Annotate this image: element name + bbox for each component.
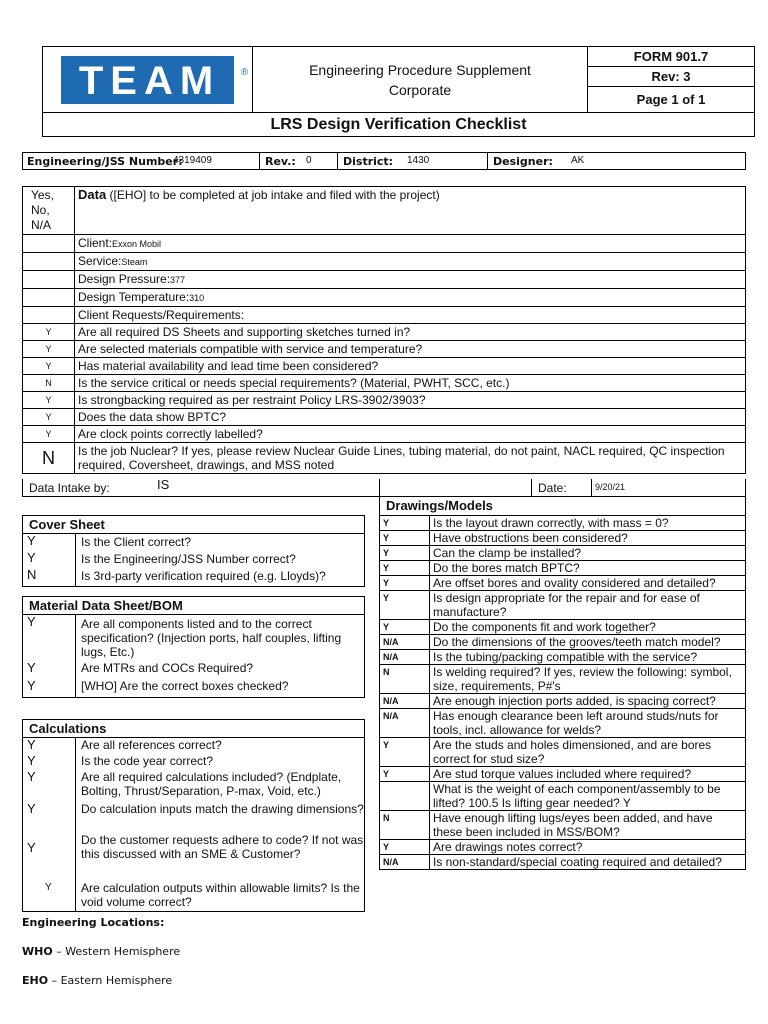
answer-cell: N	[380, 665, 430, 694]
checklist-item: Has enough clearance been left around studs/nuts for tools, incl. allowance for welds?	[430, 709, 746, 738]
answer-cell: Y	[23, 341, 75, 358]
material-sheet-section	[22, 596, 365, 698]
pressure-field: Design Pressure:377	[75, 271, 746, 289]
intake-date: 9/20/21	[595, 482, 626, 492]
answer-cell: Y	[380, 620, 430, 635]
checklist-item: Are enough injection ports added, is spacing correct?	[430, 694, 746, 709]
answer-cell: Y	[380, 591, 430, 620]
district-value: 1430	[407, 155, 430, 166]
answer-cell: Y	[380, 561, 430, 576]
drawings-title: Drawings/Models	[380, 497, 746, 516]
checklist-item: Can the clamp be installed?	[430, 546, 746, 561]
answer-cell	[23, 235, 75, 253]
answer-cell: Y	[23, 392, 75, 409]
data-intake-row: Data Intake by: IS	[22, 479, 380, 497]
answer-cell: Y	[23, 358, 75, 375]
checklist-item: Are selected materials compatible with service and temperature?	[75, 341, 746, 358]
answer-cell	[23, 253, 75, 271]
nuclear-answer: N	[23, 443, 75, 474]
answer-cell: Y	[23, 409, 75, 426]
checklist-item: Y Is the code year correct?	[27, 753, 214, 768]
checklist-item: Y Do the customer requests adhere to code? If not was this discussed with an SME & Customer?	[27, 833, 364, 861]
checklist-item: Do the bores match BPTC?	[430, 561, 746, 576]
checklist-item: Is non-standard/special coating required and detailed?	[430, 855, 746, 870]
checklist-item: Are stud torque values included where required?	[430, 767, 746, 782]
checklist-item: Has material availability and lead time been considered?	[75, 358, 746, 375]
page-title: LRS Design Verification Checklist	[43, 113, 755, 137]
form-number: FORM 901.7	[588, 47, 755, 67]
checklist-item: Is the layout drawn correctly, with mass = 0?	[430, 516, 746, 531]
checklist-item: Is welding required? If yes, review the following: symbol, size, requirements, P#'s	[430, 665, 746, 694]
checklist-item: Are offset bores and ovality considered and detailed?	[430, 576, 746, 591]
header-table	[42, 46, 755, 137]
nuclear-question: Is the job Nuclear? If yes, please review Nuclear Guide Lines, tubing material, do not paint, NACL required, QC inspection required, Coversheet, drawings, and MSS noted	[75, 443, 746, 474]
temperature-field: Design Temperature:310	[75, 289, 746, 307]
checklist-item: Y Is the Engineering/JSS Number correct?	[27, 550, 296, 566]
checklist-item: Y Do calculation inputs match the drawing dimensions?	[27, 801, 364, 816]
locations-title: Engineering Locations:	[22, 916, 165, 929]
answer-cell: Y	[23, 426, 75, 443]
checklist-item: Y [WHO] Are the correct boxes checked?	[27, 678, 289, 693]
checklist-item: Do the dimensions of the grooves/teeth match model?	[430, 635, 746, 650]
answer-cell	[380, 782, 430, 811]
date-row: Date: 9/20/21	[531, 479, 746, 497]
checklist-item: Y Are all components listed and to the correct specification? (Injection ports, half couples, lifting lugs, Etc.)	[27, 614, 342, 659]
designer-value: AK	[571, 155, 585, 166]
checklist-item: Y Are all required calculations included? (Endplate, Bolting, Thrust/Separation, P-max, Void, etc.)	[27, 769, 342, 798]
answer-cell	[23, 289, 75, 307]
material-sheet-title: Material Data Sheet/BOM	[23, 597, 364, 615]
answer-cell: N	[23, 375, 75, 392]
eng-number: 4319409	[173, 155, 212, 166]
team-logo: TEAM ®	[61, 56, 234, 104]
checklist-item: Is the tubing/packing compatible with the service?	[430, 650, 746, 665]
answer-cell: Y	[380, 840, 430, 855]
client-field: Client:Exxon Mobil	[75, 235, 746, 253]
page-number: Page 1 of 1	[588, 87, 755, 113]
checklist-item: Is the service critical or needs special requirements? (Material, PWHT, SCC, etc.)	[75, 375, 746, 392]
answer-cell: N	[380, 811, 430, 840]
calculations-title: Calculations	[23, 720, 364, 738]
checklist-item: Y Is the Client correct?	[27, 533, 192, 549]
checklist-item: Does the data show BPTC?	[75, 409, 746, 426]
checklist-item: N Is 3rd-party verification required (e.g. Lloyds)?	[27, 567, 326, 583]
calculations-section	[22, 719, 365, 912]
checklist-item: Have enough lifting lugs/eyes been added, and have these been included in MSS/BOM?	[430, 811, 746, 840]
checklist-item: Do the components fit and work together?	[430, 620, 746, 635]
checklist-item: Y Are all references correct?	[27, 737, 222, 752]
data-table	[22, 186, 746, 474]
client-requests: Client Requests/Requirements:	[75, 307, 746, 324]
answer-cell: N/A	[380, 694, 430, 709]
answer-cell: N/A	[380, 650, 430, 665]
service-field: Service:Steam	[75, 253, 746, 271]
checklist-item: Is strongbacking required as per restraint Policy LRS-3902/3903?	[75, 392, 746, 409]
answer-cell: Y	[380, 546, 430, 561]
who-legend: WHO – Western Hemisphere	[22, 945, 181, 958]
checklist-item: Are the studs and holes dimensioned, and are bores correct for stud size?	[430, 738, 746, 767]
answer-cell: N/A	[380, 635, 430, 650]
checklist-item: Are all required DS Sheets and supporting sketches turned in?	[75, 324, 746, 341]
answer-cell: Y	[380, 516, 430, 531]
checklist-item: Are clock points correctly labelled?	[75, 426, 746, 443]
answer-cell: Y	[380, 576, 430, 591]
checklist-item: Are drawings notes correct?	[430, 840, 746, 855]
answer-cell: Y	[380, 531, 430, 546]
answer-cell: Y	[380, 767, 430, 782]
answer-cell	[23, 307, 75, 324]
rev-value: 0	[306, 155, 312, 166]
form-rev: Rev: 3	[588, 67, 755, 87]
checklist-item: Y Are calculation outputs within allowable limits? Is the void volume correct?	[45, 881, 360, 909]
data-title: Data ([EHO] to be completed at job intake and filed with the project)	[75, 187, 746, 235]
logo-cell	[43, 47, 253, 113]
checklist-item: Have obstructions been considered?	[430, 531, 746, 546]
eho-legend: EHO – Eastern Hemisphere	[22, 974, 173, 987]
cover-sheet-title: Cover Sheet	[23, 516, 364, 534]
answer-cell: Y	[380, 738, 430, 767]
intake-initials: IS	[157, 477, 170, 492]
answer-cell: Y	[23, 324, 75, 341]
checklist-item: Is design appropriate for the repair and for ease of manufacture?	[430, 591, 746, 620]
checklist-item: Y Are MTRs and COCs Required?	[27, 660, 254, 675]
answer-cell: N/A	[380, 855, 430, 870]
checklist-item: What is the weight of each component/assembly to be lifted? 100.5 Is lifting gear needed? Y	[430, 782, 746, 811]
drawings-table	[379, 496, 746, 870]
answer-cell	[23, 271, 75, 289]
yes-no-header: Yes, No, N/A	[23, 187, 75, 235]
answer-cell: N/A	[380, 709, 430, 738]
cover-sheet-section	[22, 515, 365, 587]
supplement-title: Engineering Procedure Supplement Corporate	[253, 47, 588, 113]
job-info-bar: Engineering/JSS Number: 4319409 Rev.: 0 District: 1430 Designer: AK	[22, 152, 746, 170]
